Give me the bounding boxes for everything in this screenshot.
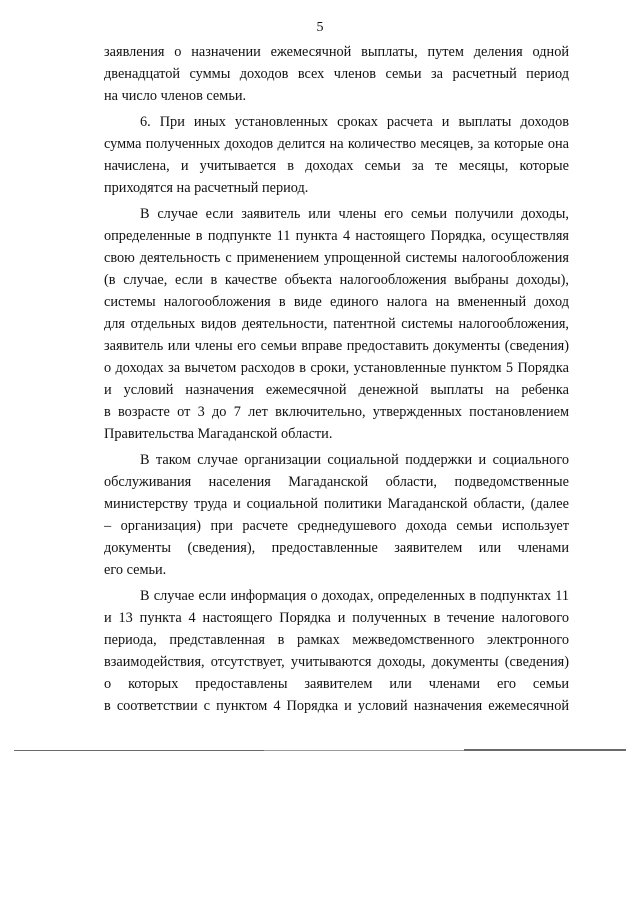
text-line: определенные в подпункте 11 пункта 4 настоящего Порядка, осуществляя xyxy=(104,228,569,244)
text-line: министерству труда и социальной политики Магаданской области, (далее xyxy=(104,496,569,512)
text-line: В таком случае организации социальной поддержки и социального xyxy=(140,452,569,468)
text-line: заявления о назначении ежемесячной выплаты, путем деления одной xyxy=(104,44,569,60)
text-line: сумма полученных доходов делится на количество месяцев, за которые она xyxy=(104,136,569,152)
text-line: в соответствии с пунктом 4 Порядка и условий назначения ежемесячной xyxy=(104,698,569,714)
text-line: заявитель или члены его семьи вправе предоставить документы (сведения) xyxy=(104,338,569,354)
footer-divider-line xyxy=(264,750,464,751)
text-line: и условий назначения ежемесячной денежной выплаты на ребенка xyxy=(104,382,569,398)
footer-divider-line xyxy=(14,750,264,751)
text-line: Правительства Магаданской области. xyxy=(104,426,333,442)
text-line: на число членов семьи. xyxy=(104,88,247,104)
text-line: начислена, и учитывается в доходах семьи за те месяцы, которые xyxy=(104,158,569,174)
text-line: – организация) при расчете среднедушевого дохода семьи использует xyxy=(104,518,569,534)
text-line: (в случае, если в качестве объекта налогообложения выбраны доходы), xyxy=(104,272,569,288)
text-line: о которых предоставлены заявителем или членами его семьи xyxy=(104,676,569,692)
footer-divider-line xyxy=(464,749,626,751)
text-line: двенадцатой суммы доходов всех членов семьи за расчетный период xyxy=(104,66,569,82)
text-line: В случае если заявитель или члены его семьи получили доходы, xyxy=(140,206,569,222)
text-line: приходятся на расчетный период. xyxy=(104,180,309,196)
text-line: взаимодействия, отсутствует, учитываются доходы, документы (сведения) xyxy=(104,654,569,670)
text-line: о доходах за вычетом расходов в сроки, установленные пунктом 5 Порядка xyxy=(104,360,569,376)
text-line: его семьи. xyxy=(104,562,167,578)
text-line: свою деятельность с применением упрощенной системы налогообложения xyxy=(104,250,569,266)
text-line: В случае если информация о доходах, определенных в подпунктах 11 xyxy=(140,588,569,604)
text-line: для отдельных видов деятельности, патентной системы налогообложения, xyxy=(104,316,569,332)
text-line: и 13 пункта 4 настоящего Порядка и полученных в течение налогового xyxy=(104,610,569,626)
text-line: системы налогообложения в виде единого налога на вмененный доход xyxy=(104,294,569,310)
text-line: 6. При иных установленных сроках расчета и выплаты доходов xyxy=(140,114,569,130)
text-line: документы (сведения), предоставленные заявителем или членами xyxy=(104,540,569,556)
text-line: обслуживания населения Магаданской области, подведомственные xyxy=(104,474,569,490)
text-line: периода, представленная в рамках межведомственного электронного xyxy=(104,632,569,648)
page-number: 5 xyxy=(316,20,324,35)
text-line: в возрасте от 3 до 7 лет включительно, утвержденных постановлением xyxy=(104,404,569,420)
